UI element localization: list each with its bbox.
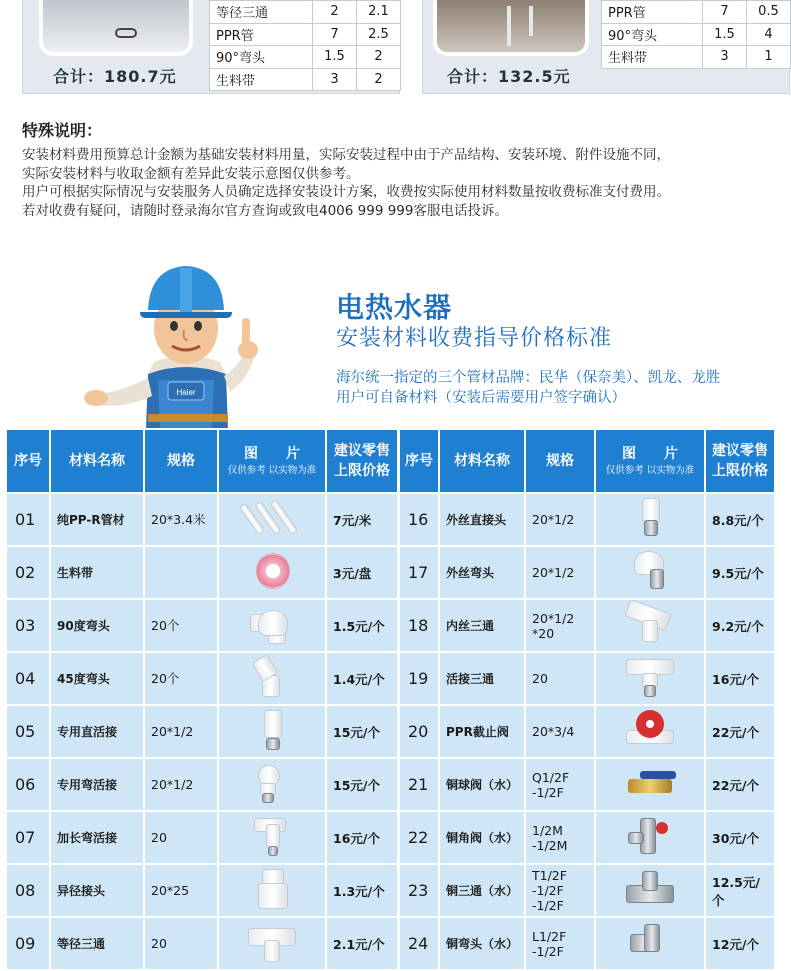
row-index: 02 xyxy=(7,547,49,598)
material-name: 铜三通（水） xyxy=(440,865,524,916)
female-tee-icon xyxy=(620,602,680,646)
tape-roll-icon xyxy=(242,549,302,593)
stop-valve-icon xyxy=(620,708,680,752)
row-index: 03 xyxy=(7,600,49,651)
col-price-line1: 建议零售 xyxy=(334,443,390,459)
elbow-90-icon xyxy=(242,602,302,646)
table-row xyxy=(7,494,397,545)
material-spec: 20个 xyxy=(145,653,217,704)
material-spec: 20*1/2 xyxy=(526,547,594,598)
material-name: 纯PP-R管材 xyxy=(51,494,143,545)
material-price: 30元/个 xyxy=(706,812,774,863)
male-elbow-icon xyxy=(620,549,680,593)
material-price: 15元/个 xyxy=(327,706,397,757)
summary-row xyxy=(602,46,791,69)
material-image xyxy=(219,706,325,757)
summary-cell-name: 等径三通 xyxy=(210,1,313,24)
installation-examples-strip xyxy=(0,0,790,96)
summary-cell-name: PPR管 xyxy=(210,23,313,46)
material-price: 8.8元/个 xyxy=(706,494,774,545)
material-price: 12元/个 xyxy=(706,918,774,969)
summary-cell-name: 90°弯头 xyxy=(602,23,703,46)
pipe-icon xyxy=(529,6,533,36)
price-table-left xyxy=(5,428,399,971)
row-index: 04 xyxy=(7,653,49,704)
table-row xyxy=(7,865,397,916)
copper-tee-icon xyxy=(620,867,680,911)
elbow-union-icon xyxy=(242,761,302,805)
material-name: 等径三通 xyxy=(51,918,143,969)
material-price: 9.5元/个 xyxy=(706,547,774,598)
material-name: 生料带 xyxy=(51,547,143,598)
material-price: 12.5元/个 xyxy=(706,865,774,916)
material-image xyxy=(219,918,325,969)
material-price: 16元/个 xyxy=(327,812,397,863)
material-spec: L1/2F -1/2F xyxy=(526,918,594,969)
material-image xyxy=(219,865,325,916)
pipe-icon xyxy=(507,6,511,46)
col-price-line1: 建议零售 xyxy=(712,443,768,459)
summary-cell-qty: 1.5 xyxy=(703,23,747,46)
material-name: 加长弯活接 xyxy=(51,812,143,863)
pipe-icon xyxy=(242,496,302,540)
summary-cell-price: 1 xyxy=(747,46,791,69)
col-price-line2: 上限价格 xyxy=(334,463,390,479)
material-price: 7元/米 xyxy=(327,494,397,545)
fixture-icon xyxy=(115,28,137,38)
material-spec: 20 xyxy=(145,918,217,969)
row-index: 07 xyxy=(7,812,49,863)
straight-union-icon xyxy=(242,708,302,752)
material-price: 1.5元/个 xyxy=(327,600,397,651)
material-spec: 20*3/4 xyxy=(526,706,594,757)
example-panel-right xyxy=(422,0,790,94)
brand-note xyxy=(336,368,720,408)
summary-cell-qty: 1.5 xyxy=(313,46,357,69)
material-image xyxy=(219,812,325,863)
material-price: 3元/盘 xyxy=(327,547,397,598)
material-spec: 20*1/2 *20 xyxy=(526,600,594,651)
material-name: 铜弯头（水） xyxy=(440,918,524,969)
col-image-label: 图 片 xyxy=(244,446,300,462)
material-image xyxy=(596,865,704,916)
total-right: 合计：132.5元 xyxy=(447,67,571,86)
table-row xyxy=(7,812,397,863)
material-image xyxy=(596,494,704,545)
material-spec: 20个 xyxy=(145,600,217,651)
summary-cell-price: 2 xyxy=(357,46,401,69)
material-name: 铜角阀（水） xyxy=(440,812,524,863)
material-image xyxy=(596,759,704,810)
row-index: 17 xyxy=(400,547,438,598)
col-spec: 规格 xyxy=(526,430,594,492)
table-row xyxy=(7,653,397,704)
price-table-right xyxy=(398,428,776,971)
material-spec: 1/2M -1/2M xyxy=(526,812,594,863)
angle-valve-icon xyxy=(620,814,680,858)
summary-row xyxy=(602,1,791,24)
example-panel-left xyxy=(22,0,400,94)
col-image-note: 仅供参考 以实物为准 xyxy=(227,465,317,476)
material-spec: 20*1/2 xyxy=(145,706,217,757)
material-name: 铜球阀（水） xyxy=(440,759,524,810)
col-name: 材料名称 xyxy=(440,430,524,492)
total-left: 合计：180.7元 xyxy=(53,67,177,86)
material-spec: 20*1/2 xyxy=(145,759,217,810)
summary-cell-price: 4 xyxy=(747,23,791,46)
table-row xyxy=(400,653,774,704)
material-image xyxy=(596,812,704,863)
row-index: 06 xyxy=(7,759,49,810)
note-line: 用户可根据实际情况与安装服务人员确定选择安装设计方案，收费按实际使用材料数量按收费标准支付费用。 xyxy=(22,184,670,200)
material-name: 90度弯头 xyxy=(51,600,143,651)
material-image xyxy=(596,706,704,757)
brand-note-line: 用户可自备材料（安装后需要用户签字确认） xyxy=(336,390,626,406)
table-row xyxy=(400,865,774,916)
table-header-row xyxy=(7,430,397,492)
col-spec: 规格 xyxy=(145,430,217,492)
special-note-title: 特殊说明： xyxy=(22,121,103,140)
summary-cell-price: 0.5 xyxy=(747,1,791,24)
table-row xyxy=(7,759,397,810)
special-note-body xyxy=(22,146,782,220)
material-price: 22元/个 xyxy=(706,759,774,810)
row-index: 20 xyxy=(400,706,438,757)
summary-cell-price: 2 xyxy=(357,68,401,91)
table-row xyxy=(400,547,774,598)
col-price xyxy=(706,430,774,492)
summary-cell-name: PPR管 xyxy=(602,1,703,24)
summary-row xyxy=(210,46,401,69)
row-index: 24 xyxy=(400,918,438,969)
material-spec: 20*1/2 xyxy=(526,494,594,545)
row-index: 05 xyxy=(7,706,49,757)
material-spec: 20*3.4米 xyxy=(145,494,217,545)
row-index: 21 xyxy=(400,759,438,810)
row-index: 16 xyxy=(400,494,438,545)
col-idx: 序号 xyxy=(400,430,438,492)
material-name: 异径接头 xyxy=(51,865,143,916)
material-name: 内丝三通 xyxy=(440,600,524,651)
material-price: 16元/个 xyxy=(706,653,774,704)
summary-row xyxy=(210,23,401,46)
summary-row xyxy=(210,68,401,91)
material-image xyxy=(219,547,325,598)
col-image-note: 仅供参考 以实物为准 xyxy=(605,465,695,476)
material-image xyxy=(219,600,325,651)
material-summary-table-left xyxy=(209,0,401,91)
row-index: 19 xyxy=(400,653,438,704)
union-tee-icon xyxy=(620,655,680,699)
col-image-label: 图 片 xyxy=(622,446,678,462)
material-price: 1.3元/个 xyxy=(327,865,397,916)
elbow-45-icon xyxy=(242,655,302,699)
material-name: 活接三通 xyxy=(440,653,524,704)
installation-photo-left xyxy=(39,0,193,56)
section-subtitle: 安装材料收费指导价格标准 xyxy=(336,326,613,351)
material-price: 1.4元/个 xyxy=(327,653,397,704)
installation-photo-right xyxy=(433,0,589,56)
table-row xyxy=(7,547,397,598)
table-row xyxy=(7,600,397,651)
material-spec: 20*25 xyxy=(145,865,217,916)
material-name: 专用弯活接 xyxy=(51,759,143,810)
note-line: 若对收费有疑问，请随时登录海尔官方查询或致电4006 999 999客服电话投诉。 xyxy=(22,202,508,219)
copper-elbow-icon xyxy=(620,920,680,964)
col-image xyxy=(219,430,325,492)
material-price: 2.1元/个 xyxy=(327,918,397,969)
material-image xyxy=(596,918,704,969)
summary-cell-price: 2.1 xyxy=(357,1,401,24)
material-name: 外丝弯头 xyxy=(440,547,524,598)
table-row xyxy=(400,918,774,969)
row-index: 08 xyxy=(7,865,49,916)
row-index: 01 xyxy=(7,494,49,545)
summary-cell-name: 生料带 xyxy=(602,46,703,69)
material-image xyxy=(219,494,325,545)
table-row xyxy=(7,706,397,757)
row-index: 09 xyxy=(7,918,49,969)
row-index: 18 xyxy=(400,600,438,651)
summary-cell-name: 90°弯头 xyxy=(210,46,313,69)
summary-cell-price: 2.5 xyxy=(357,23,401,46)
helmet-logo-text: Haier xyxy=(176,388,196,397)
material-image xyxy=(596,653,704,704)
table-row xyxy=(400,494,774,545)
brand-note-line: 海尔统一指定的三个管材品牌：民华（保奈美）、凯龙、龙胜 xyxy=(336,370,721,386)
section-title: 电热水器 xyxy=(336,291,453,324)
material-summary-table-right xyxy=(601,0,791,69)
row-index: 22 xyxy=(400,812,438,863)
summary-cell-qty: 2 xyxy=(313,1,357,24)
col-price xyxy=(327,430,397,492)
summary-row xyxy=(210,1,401,24)
material-spec: Q1/2F -1/2F xyxy=(526,759,594,810)
table-row xyxy=(400,812,774,863)
table-row xyxy=(400,706,774,757)
col-idx: 序号 xyxy=(7,430,49,492)
row-index: 23 xyxy=(400,865,438,916)
material-name: 专用直活接 xyxy=(51,706,143,757)
table-header-row xyxy=(400,430,774,492)
summary-cell-qty: 3 xyxy=(703,46,747,69)
material-image xyxy=(219,653,325,704)
material-spec: 20 xyxy=(526,653,594,704)
material-name: 45度弯头 xyxy=(51,653,143,704)
material-image xyxy=(596,547,704,598)
material-price: 9.2元/个 xyxy=(706,600,774,651)
note-line: 实际安装材料与收取金额有差异此安装示意图仅供参考。 xyxy=(22,165,360,182)
male-straight-icon xyxy=(620,496,680,540)
long-elbow-union-icon xyxy=(242,814,302,858)
material-name: PPR截止阀 xyxy=(440,706,524,757)
material-image xyxy=(219,759,325,810)
material-price: 15元/个 xyxy=(327,759,397,810)
col-image xyxy=(596,430,704,492)
table-row xyxy=(400,600,774,651)
note-line: 安装材料费用预算总计金额为基础安装材料用量，实际安装过程中由于产品结构、安装环境、附件设施不同， xyxy=(22,147,670,163)
summary-cell-qty: 7 xyxy=(313,23,357,46)
tee-icon xyxy=(242,920,302,964)
col-price-line2: 上限价格 xyxy=(712,463,768,479)
material-image xyxy=(596,600,704,651)
material-spec: 20 xyxy=(145,812,217,863)
summary-cell-qty: 3 xyxy=(313,68,357,91)
material-name: 外丝直接头 xyxy=(440,494,524,545)
reducer-icon xyxy=(242,867,302,911)
ball-valve-icon xyxy=(620,761,680,805)
table-row xyxy=(400,759,774,810)
summary-cell-qty: 7 xyxy=(703,1,747,24)
summary-row xyxy=(602,23,791,46)
col-name: 材料名称 xyxy=(51,430,143,492)
table-row xyxy=(7,918,397,969)
worker-mascot-icon xyxy=(86,254,286,430)
material-spec xyxy=(145,547,217,598)
material-price: 22元/个 xyxy=(706,706,774,757)
summary-cell-name: 生料带 xyxy=(210,68,313,91)
material-spec: T1/2F -1/2F -1/2F xyxy=(526,865,594,916)
